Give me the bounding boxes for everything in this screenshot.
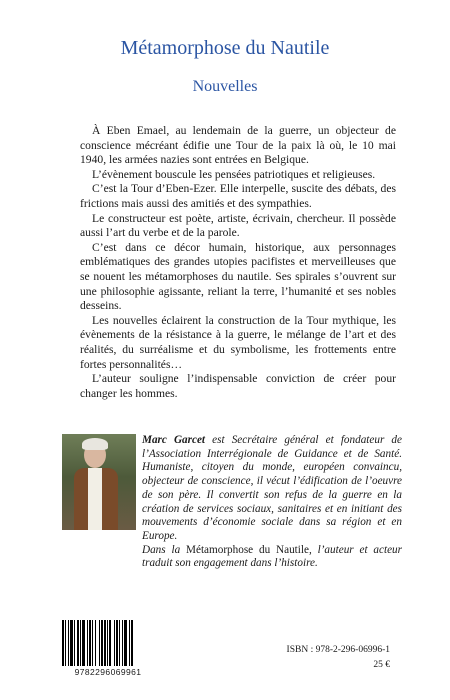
barcode-bar: [95, 620, 96, 666]
barcode-bar: [109, 620, 111, 666]
blurb-paragraph: À Eben Emael, au lendemain de la guerre, un objecteur de conscience mécréant édifie une Tour de la paix là où, le 10 mai 1940, les armées nazies sont entrées en Belgique.: [80, 124, 396, 167]
barcode-bar: [87, 620, 88, 666]
barcode-bar: [92, 620, 93, 666]
barcode-bar: [116, 620, 118, 666]
barcode-bar: [99, 620, 100, 666]
barcode-bar: [80, 620, 81, 666]
blurb-paragraph: Les nouvelles éclairent la construction de la Tour mythique, les évènements de la résistance à la guerre, le mélange de l’art et des réalités, du surréalisme et du symbolisme, les frottements entre fortes personnalités…: [80, 313, 396, 371]
barcode-number: 9782296069961: [74, 667, 142, 677]
barcode: [60, 620, 156, 666]
author-section: [62, 434, 402, 570]
barcode-bar: [82, 620, 85, 666]
barcode-bar: [107, 620, 108, 666]
author-bio-suffix: , l’auteur et acteur traduit son engagement dans l’histoire.: [142, 543, 402, 570]
barcode-bar: [70, 620, 73, 666]
blurb-paragraph: L’évènement bouscule les pensées patriotiques et religieuses.: [92, 167, 376, 181]
barcode-bar: [124, 620, 127, 666]
price: 25 €: [373, 660, 390, 670]
book-subtitle: Nouvelles: [192, 78, 258, 95]
barcode-bar: [101, 620, 103, 666]
barcode-bar: [77, 620, 79, 666]
barcode-bar: [65, 620, 66, 666]
author-bio-prefix: Dans la: [142, 543, 187, 556]
author-bio: [142, 434, 402, 571]
barcode-bar: [114, 620, 115, 666]
barcode-bar: [119, 620, 120, 666]
barcode-bar: [68, 620, 69, 666]
author-name: Marc Garcet: [142, 434, 206, 446]
barcode-bar: [74, 620, 75, 666]
barcode-bar: [104, 620, 106, 666]
blurb-paragraph: Le constructeur est poète, artiste, écrivain, chercheur. Il possède aussi l’art du verbe et de la parole.: [80, 211, 396, 240]
author-photo: [62, 434, 136, 530]
author-bio-book-title: Métamorphose du Nautile: [186, 543, 309, 556]
isbn: ISBN : 978-2-296-06996-1: [286, 645, 390, 655]
barcode-bar: [62, 620, 64, 666]
barcode-bar: [122, 620, 123, 666]
author-bio-text: est Secrétaire général et fondateur de l’Association Interrégionale de Guidance et de Santé. Humaniste, citoyen du monde, européen convaincu, objecteur de conscience, il vécut l’édification de l’oeuvre de son père. Il convertit son refus de la guerre en la création de services sociaux, sanitaires et en initiant des mouvements d’économie sociale dans sa région et en Europe.: [142, 434, 402, 542]
back-cover-blurb: [80, 124, 396, 401]
barcode-bar: [131, 620, 133, 666]
blurb-paragraph: C’est la Tour d’Eben-Ezer. Elle interpelle, suscite des débats, des frictions mais aussi des amitiés et des sympathies.: [80, 182, 396, 210]
book-title: Métamorphose du Nautile: [120, 37, 330, 59]
blurb-paragraph: L’auteur souligne l’indispensable conviction de créer pour changer les hommes.: [80, 372, 396, 400]
blurb-paragraph: C’est dans ce décor humain, historique, aux personnages emblématiques des grandes utopies pacifistes et merveilleuses que se nouent les métamorphoses du nautile. Ses spirales s’ouvrent sur une philosophie agissante, reliant la terre, l’humanité et ses nobles desseins.: [80, 240, 396, 313]
barcode-bar: [89, 620, 91, 666]
barcode-bar: [129, 620, 130, 666]
